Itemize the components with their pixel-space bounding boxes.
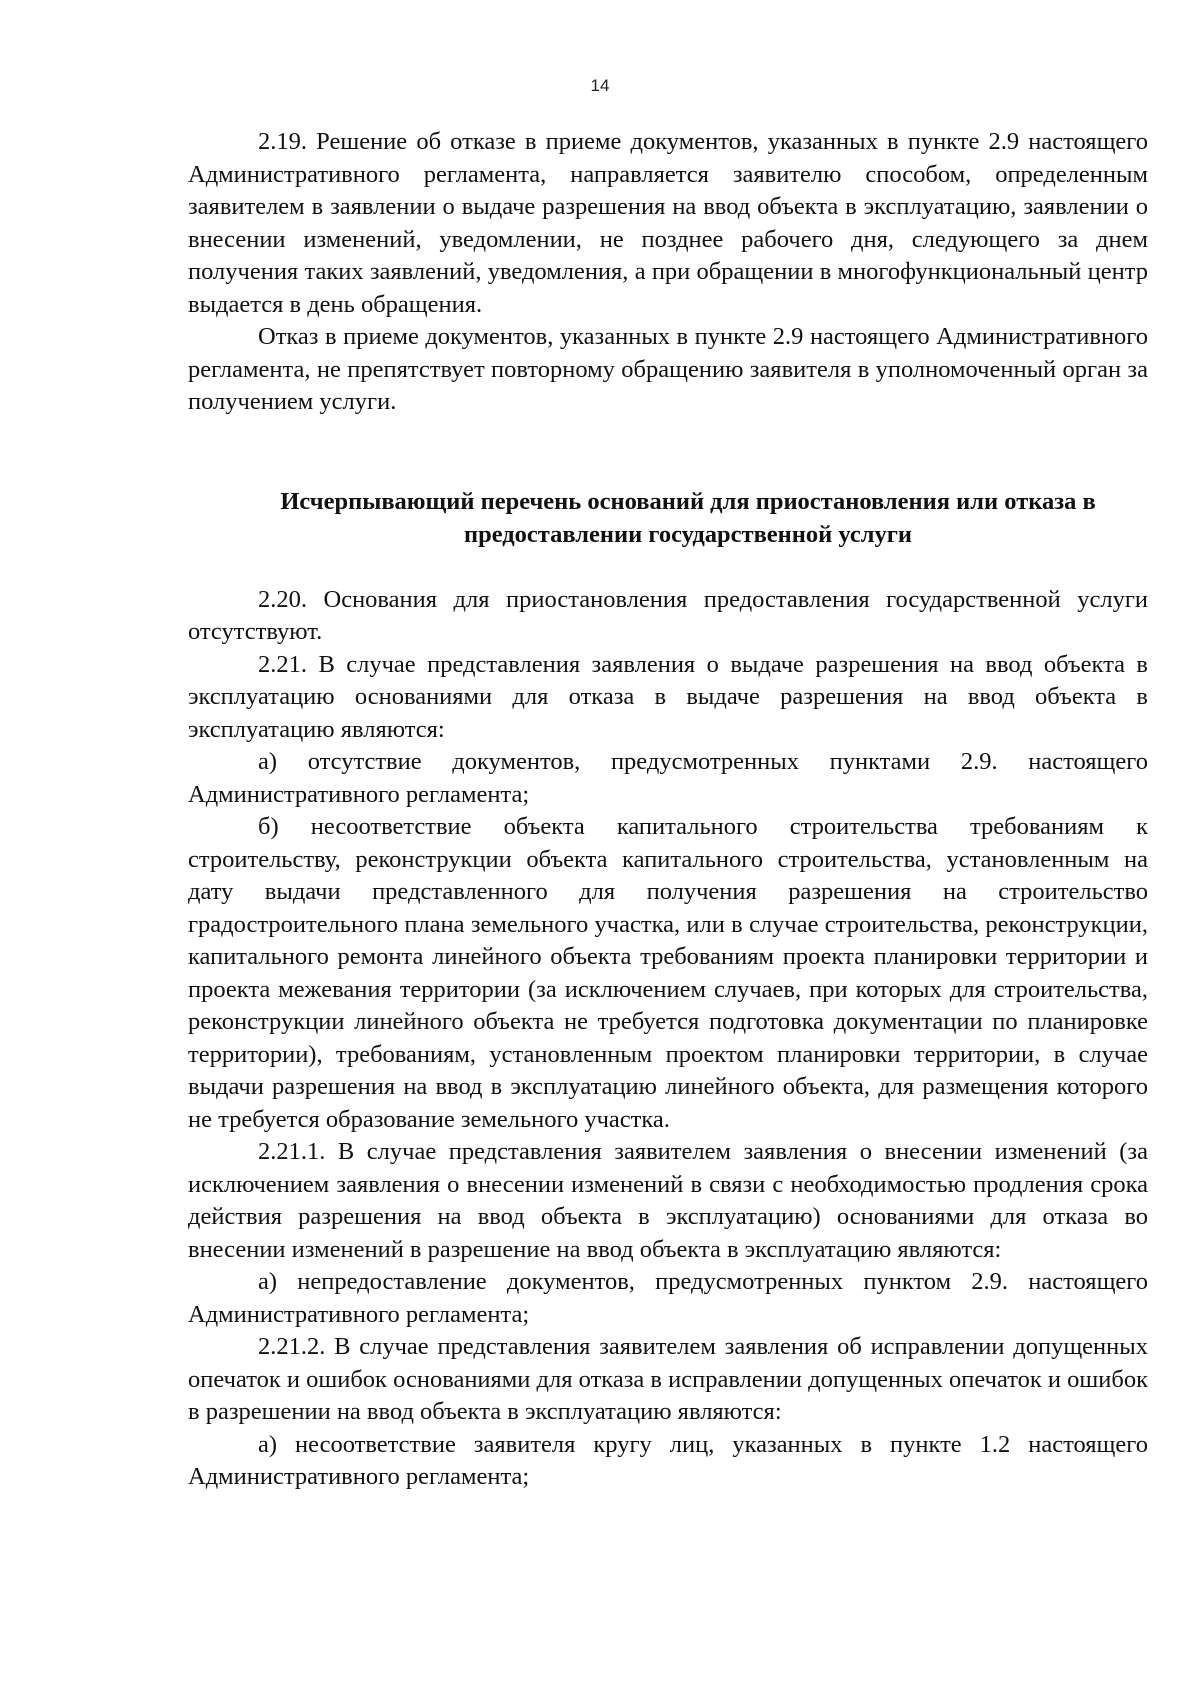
paragraph-2-21-1: 2.21.1. В случае представления заявителем заявления о внесении изменений (за исключением заявления о внесении изменений в связи с необходимостью продления срока действия разрешения на ввод объекта в эксплуатацию) основаниями для отказа во внесении изменений в разрешение на ввод объекта в эксплуатацию являются:	[188, 1138, 1148, 1263]
paragraph-2-19: 2.19. Решение об отказе в приеме документов, указанных в пункте 2.9 настоящего Административного регламента, направляется заявителю способом, определенным заявителем в заявлении о выдаче разрешения на ввод объекта в эксплуатацию, заявлении о внесении изменений, уведомлении, не позднее рабочего дня, следующего за днем получения таких заявлений, уведомления, а при обращении в многофункциональный центр выдается в день обращения.	[188, 128, 1148, 318]
document-body	[188, 126, 1148, 1494]
page-number: 14	[590, 76, 610, 95]
paragraph-2-21-b: б) несоответствие объекта капитального строительства требованиям к строительству, реконструкции объекта капитального строительства, установленным на дату выдачи представленного для получения разрешения на строительство градостроительного плана земельного участка, или в случае строительства, реконструкции, капитального ремонта линейного объекта требованиям проекта планировки территории и проекта межевания территории (за исключением случаев, при которых для строительства, реконструкции линейного объекта не требуется подготовка документации по планировке территории), требованиям, установленным проектом планировки территории, в случае выдачи разрешения на ввод в эксплуатацию линейного объекта, для размещения которого не требуется образование земельного участка.	[188, 813, 1148, 1133]
spacer	[188, 551, 1148, 584]
section-heading: Исчерпывающий перечень оснований для приостановления или отказа в предоставлении государственной услуги	[280, 487, 1096, 548]
paragraph-2-21-2: 2.21.2. В случае представления заявителем заявления об исправлении допущенных опечаток и ошибок основаниями для отказа в исправлении допущенных опечаток и ошибок в разрешении на ввод объекта в эксплуатацию являются:	[188, 1333, 1148, 1425]
paragraph-refusal-note: Отказ в приеме документов, указанных в пункте 2.9 настоящего Административного регламента, не препятствует повторному обращению заявителя в уполномоченный орган за получением услуги.	[188, 323, 1148, 415]
paragraph-2-20: 2.20. Основания для приостановления предоставления государственной услуги отсутствуют.	[188, 585, 1148, 645]
paragraph-2-21-2-a: а) несоответствие заявителя кругу лиц, указанных в пункте 1.2 настоящего Административного регламента;	[188, 1430, 1148, 1490]
paragraph-2-21-1-a: а) непредоставление документов, предусмотренных пунктом 2.9. настоящего Административного регламента;	[188, 1268, 1148, 1328]
paragraph-2-21-a: а) отсутствие документов, предусмотренных пунктами 2.9. настоящего Административного регламента;	[188, 748, 1148, 808]
paragraph-2-21: 2.21. В случае представления заявления о выдаче разрешения на ввод объекта в эксплуатацию основаниями для отказа в выдаче разрешения на ввод объекта в эксплуатацию являются:	[188, 650, 1148, 743]
